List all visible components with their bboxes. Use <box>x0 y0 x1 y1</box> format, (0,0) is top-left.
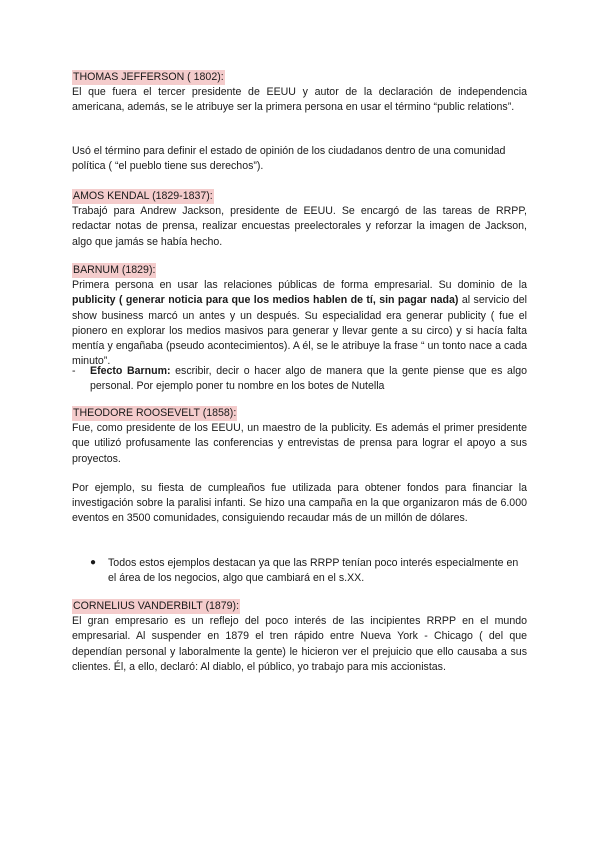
bold-text: publicity ( generar noticia para que los medios hablen de tí, sin pagar nada) <box>72 294 459 307</box>
paragraph: El que fuera el tercer presidente de EEUU y autor de la declaración de independencia americana, además, se le atribuye ser la primera persona en usar el término “public relations”. <box>72 86 527 114</box>
bullet-marker: ● <box>90 557 97 568</box>
paragraph: Usó el término para definir el estado de opinión de los ciudadanos dentro de una comunidad política ( “el pueblo tiene sus derechos”). <box>72 145 506 173</box>
text-run: escribir, decir o hacer algo de manera que la gente piense que es algo personal. Por ejemplo poner tu nombre en los botes de Nutella <box>90 365 527 393</box>
paragraph <box>90 364 527 394</box>
text-run: Primera persona en usar las relaciones públicas de forma empresarial. Su dominio de la <box>72 279 527 292</box>
section-vanderbilt <box>72 599 527 675</box>
section-heading: THEODORE ROOSEVELT (1858): <box>73 407 237 419</box>
section-roosevelt <box>72 406 527 467</box>
dash-marker: - <box>72 365 76 377</box>
paragraph <box>72 278 527 369</box>
paragraph: El gran empresario es un reflejo del poco interés de las incipientes RRPP en el mundo empresarial. Al suspender en 1879 el tren rápido entre Nueva York - Chicago ( del que dependían personal y laboralmente la gente) le hicieron ver el prejuicio que ello causaba a sus clientes. Él, a ello, declaró: Al diablo, el público, yo trabajo para mis accionistas. <box>72 615 527 673</box>
text-run: al servicio del show business marcó un antes y un después. Su especialidad era generar publicity ( fue el pionero en explorar los medios masivos para generar y llevar gente a su circo) y si hacía falta mentía y engañaba (pseudo acontecimientos). A él, se le atribuye la frase “ un tonto nace a cada minuto”. <box>72 294 527 368</box>
paragraph: Por ejemplo, su fiesta de cumpleaños fue utilizada para obtener fondos para financiar la investigación sobre la paralisi infanti. Se hizo una campaña en la que organizaron más de 6.000 eventos en 3500 comunidades, consiguiendo recaudar más de un millón de dólares. <box>72 482 527 525</box>
section-heading: BARNUM (1829): <box>73 264 156 276</box>
dash-list-item <box>72 364 527 394</box>
paragraph: Trabajó para Andrew Jackson, presidente de EEUU. Se encargó de las tareas de RRPP, redactar notas de prensa, realizar encuestas preelectorales y reforzar la imagen de Jackson, algo que jamás se había hecho. <box>72 205 527 248</box>
bold-text: Efecto Barnum: <box>90 365 171 377</box>
section-heading: THOMAS JEFFERSON ( 1802): <box>73 71 224 83</box>
paragraph: Fue, como presidente de los EEUU, un maestro de la publicity. Es además el primer presidente que utilizó profusamente las conferencias y entrevistas de prensa para lograr el apoyo a sus proyectos. <box>72 422 527 465</box>
section-heading: CORNELIUS VANDERBILT (1879): <box>73 600 240 612</box>
section-jefferson <box>72 70 527 116</box>
section-barnum <box>72 263 527 369</box>
bullet-list-item <box>90 556 527 586</box>
section-jefferson-paragraph-2 <box>72 144 527 174</box>
section-roosevelt-paragraph-2 <box>72 481 527 527</box>
section-kendal <box>72 189 527 250</box>
section-heading: AMOS KENDAL (1829-1837): <box>73 190 213 202</box>
paragraph: Todos estos ejemplos destacan ya que las RRPP tenían poco interés especialmente en el área de los negocios, algo que cambiará en el s.XX. <box>108 557 519 585</box>
